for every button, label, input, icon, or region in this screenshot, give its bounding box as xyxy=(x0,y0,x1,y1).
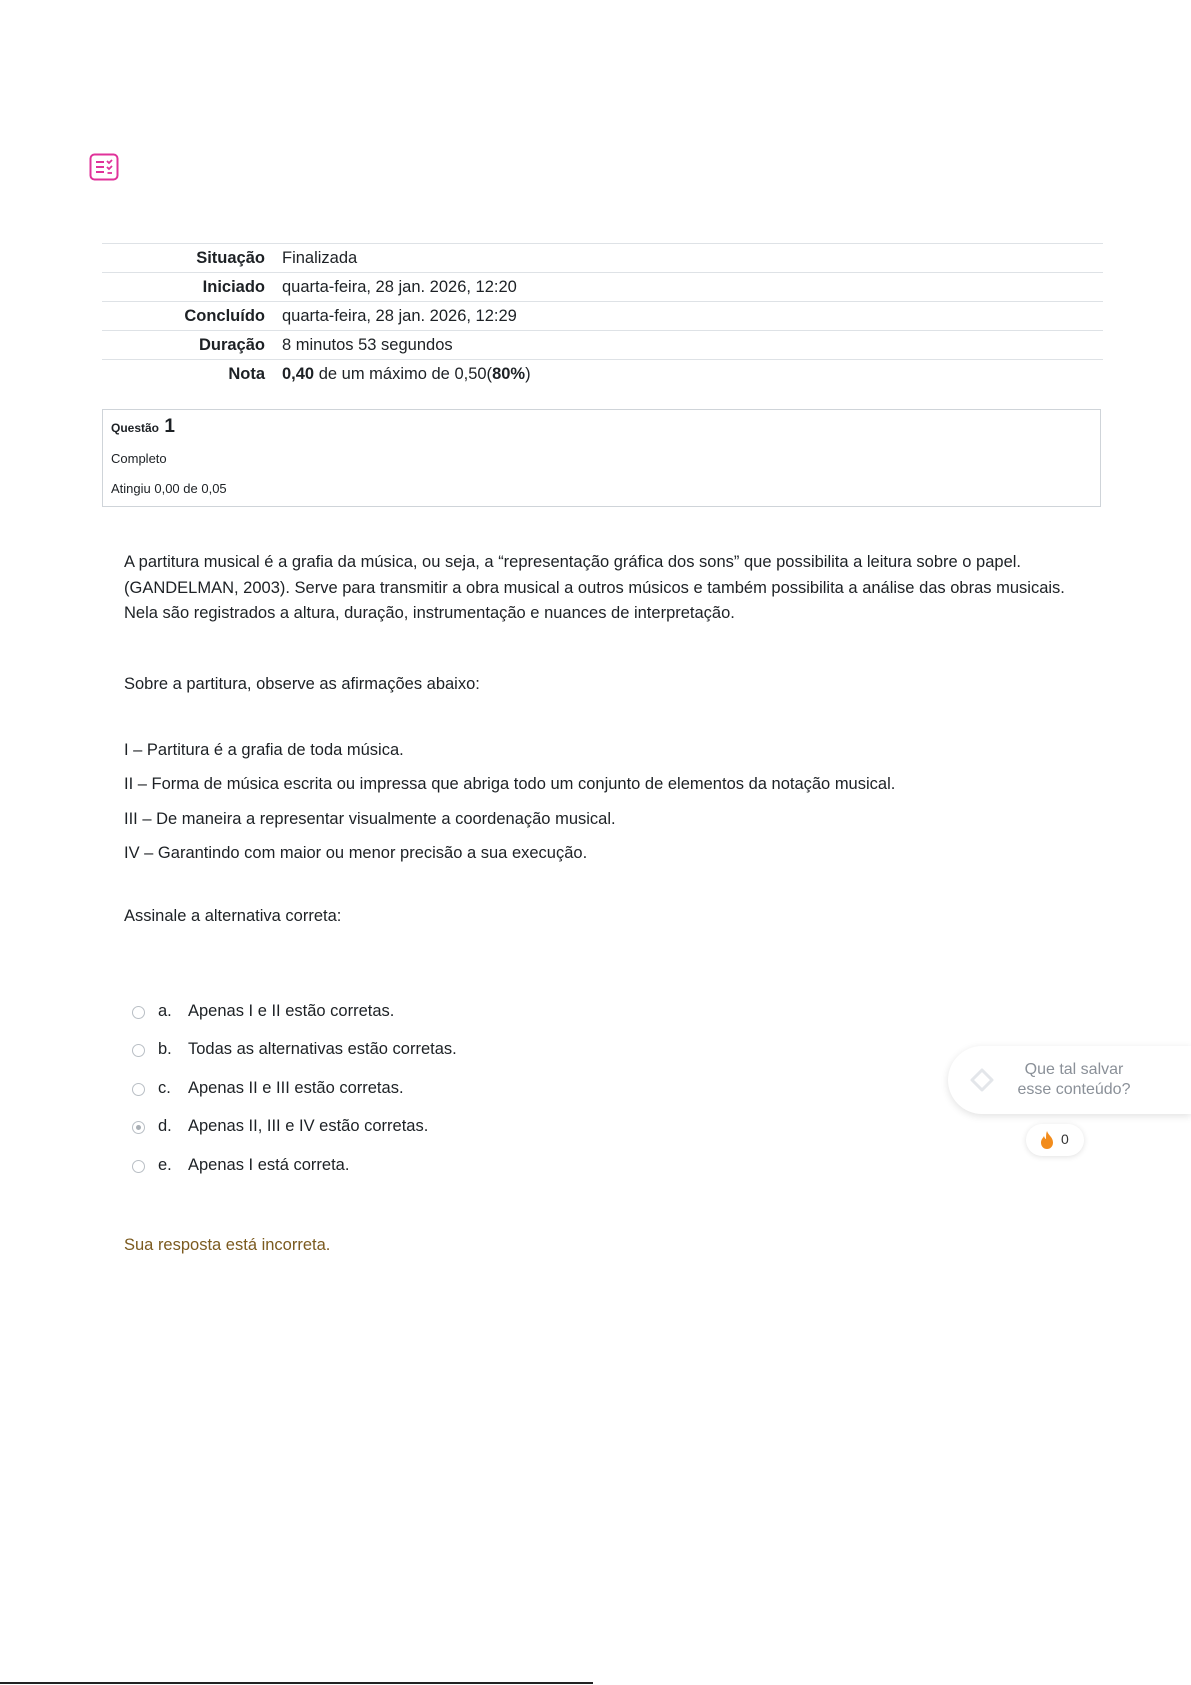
summary-label: Duração xyxy=(198,335,265,354)
question-number xyxy=(111,416,175,438)
question-grade: Atingiu 0,00 de 0,05 xyxy=(111,481,227,496)
question-number-value: 1 xyxy=(164,416,175,437)
answer-feedback: Sua resposta está incorreta. xyxy=(124,1236,331,1254)
grade-score: 0,40 xyxy=(282,364,315,383)
answer-letter: e. xyxy=(158,1156,172,1174)
question-state: Completo xyxy=(111,451,167,466)
answer-letter: c. xyxy=(158,1079,171,1097)
radio-button[interactable] xyxy=(132,1083,145,1096)
answer-text: Apenas I está correta. xyxy=(188,1156,350,1174)
radio-button[interactable] xyxy=(132,1044,145,1057)
summary-value: quarta-feira, 28 jan. 2026, 12:20 xyxy=(282,277,517,296)
answer-letter: d. xyxy=(158,1117,172,1135)
summary-row-status xyxy=(102,244,1103,273)
radio-button[interactable] xyxy=(132,1160,145,1173)
likes-counter[interactable] xyxy=(1026,1124,1084,1156)
answer-option-a[interactable] xyxy=(132,1002,532,1026)
fire-icon xyxy=(1038,1130,1056,1150)
grade-end: ) xyxy=(525,364,531,383)
save-icon xyxy=(968,1066,996,1094)
question-paragraph: A partitura musical é a grafia da música, ou seja, a “representação gráfica dos sons” que possibilita a leitura sobre o papel. (GANDELMAN, 2003). Serve para transmitir a obra musical a outros músicos e também possibilita a análise das obras musicais. Nela são registrados a altura, duração, instrumentação e nuances de interpretação. xyxy=(124,553,1065,622)
summary-value: Finalizada xyxy=(282,248,358,267)
answer-option-e[interactable] xyxy=(132,1156,532,1180)
summary-row-grade xyxy=(102,360,1103,389)
likes-count: 0 xyxy=(1061,1131,1069,1147)
statement-4: IV – Garantindo com maior ou menor precisão a sua execução. xyxy=(124,844,588,862)
question-label: Questão xyxy=(111,421,160,435)
summary-row-duration xyxy=(102,331,1103,360)
question-info-box xyxy=(102,409,1101,507)
attempt-summary-table xyxy=(102,243,1103,388)
answer-text: Apenas II, III e IV estão corretas. xyxy=(188,1117,429,1135)
radio-button-selected[interactable] xyxy=(132,1121,145,1134)
save-prompt: Que tal salvar esse conteúdo? xyxy=(1017,1061,1131,1098)
answer-text: Apenas II e III estão corretas. xyxy=(188,1079,404,1097)
bottom-divider xyxy=(0,1682,593,1684)
radio-button[interactable] xyxy=(132,1006,145,1019)
summary-row-started xyxy=(102,273,1103,302)
summary-row-completed xyxy=(102,302,1103,331)
question-prompt: Sobre a partitura, observe as afirmações abaixo: xyxy=(124,675,480,693)
answer-letter: a. xyxy=(158,1002,172,1020)
summary-value: 8 minutos 53 segundos xyxy=(282,335,453,354)
answer-text: Apenas I e II estão corretas. xyxy=(188,1002,395,1020)
summary-label: Situação xyxy=(196,248,265,267)
summary-label: Concluído xyxy=(184,306,265,325)
grade-middle: de um máximo de 0,50( xyxy=(318,364,493,383)
summary-grade-value xyxy=(282,360,1103,389)
answer-option-c[interactable] xyxy=(132,1079,532,1103)
summary-label: Iniciado xyxy=(202,277,265,296)
answer-option-d[interactable] xyxy=(132,1117,532,1141)
question-instruction: Assinale a alternativa correta: xyxy=(124,907,342,925)
answer-option-b[interactable] xyxy=(132,1040,532,1064)
statement-2: II – Forma de música escrita ou impressa que abriga todo um conjunto de elementos da notação musical. xyxy=(124,775,896,793)
summary-label: Nota xyxy=(228,364,265,383)
answer-text: Todas as alternativas estão corretas. xyxy=(188,1040,457,1058)
grade-percent: 80% xyxy=(492,364,526,383)
statement-1: I – Partitura é a grafia de toda música. xyxy=(124,741,404,759)
quiz-icon xyxy=(89,153,119,181)
summary-value: quarta-feira, 28 jan. 2026, 12:29 xyxy=(282,306,517,325)
statement-3: III – De maneira a representar visualmente a coordenação musical. xyxy=(124,810,616,828)
answer-letter: b. xyxy=(158,1040,172,1058)
save-content-widget[interactable] xyxy=(948,1046,1191,1114)
